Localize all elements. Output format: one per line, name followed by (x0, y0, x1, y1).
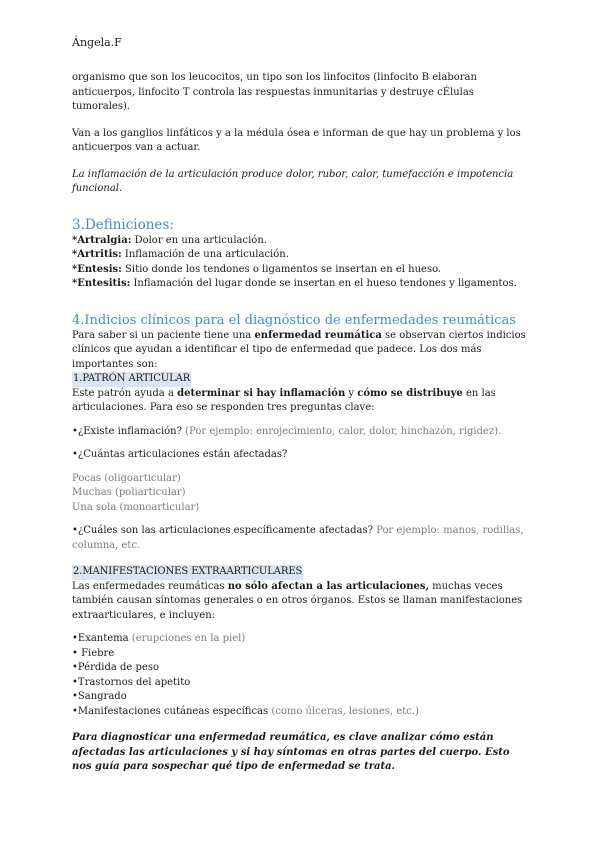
question-note: Por ejemplo: manos, rodillas, columna, etc. (72, 525, 524, 551)
pattern-desc-text: y (345, 387, 358, 399)
list-item-text: •Sangrado (72, 691, 127, 702)
count-item: Pocas (oligoarticular) (72, 472, 181, 484)
pattern-description (72, 387, 532, 416)
definition-text: Inflamación del lugar donde se insertan en el hueso tendones y ligamentos. (130, 278, 517, 289)
section4-heading: 4.Indicios clínicos para el diagnóstico de enfermedades reumáticas (72, 312, 516, 328)
list-item (72, 647, 532, 662)
pattern-heading-label: 1.PATRÓN ARTICULAR (72, 372, 191, 387)
list-item-text: • Fiebre (72, 647, 115, 659)
list-item (72, 705, 532, 720)
extra-manifestations-list (72, 632, 532, 719)
count-item: Una sola (monoarticular) (72, 501, 200, 513)
extra-desc-text: muchas veces también causan síntomas generales o en otros órganos. Estos se llaman manifestaciones extraarticulares, e incluyen: (72, 580, 523, 621)
pattern-question-2: •¿Cuántas articulaciones están afectadas? (72, 449, 288, 460)
definition-text: Sitio donde los tendones o ligamentos se insertan en el hueso. (121, 263, 442, 275)
definition-item (72, 277, 532, 292)
section4-intro-text: Para saber si un paciente tiene una (72, 329, 255, 341)
list-item-text: •Trastornos del apetito (72, 676, 191, 688)
definition-text: Dolor en una articulación. (131, 234, 267, 246)
definition-item (72, 248, 532, 263)
definitions-list (72, 234, 532, 292)
page-header-author: Ángela.F (72, 36, 122, 49)
extra-heading-label: 2.MANIFESTACIONES EXTRAARTICULARES (72, 565, 303, 580)
definition-term: *Artritis: (72, 249, 122, 260)
list-item (72, 661, 532, 676)
articulation-count-list (72, 472, 532, 516)
pattern-desc-bold: determinar si hay inflamación (177, 387, 346, 399)
extra-desc-bold: no sólo afectan a las articulaciones, (227, 580, 429, 592)
list-item-text: •Manifestaciones cutáneas específicas (72, 705, 269, 717)
extra-heading (72, 565, 532, 580)
definition-item (72, 234, 532, 249)
pattern-desc-text: Este patrón ayuda a (72, 387, 178, 399)
definitions-heading: 3.Definiciones: (72, 216, 174, 233)
pattern-question-1 (72, 425, 532, 440)
list-item (72, 676, 532, 691)
list-item-text: •Pérdida de peso (72, 662, 159, 673)
pattern-desc-bold: cómo se distribuye (357, 387, 463, 399)
count-item: Muchas (poliarticular) (72, 487, 186, 498)
pattern-desc-text: en las articulaciones. Para eso se responden tres preguntas clave: (72, 387, 496, 413)
section4-intro-bold: enfermedad reumática (254, 329, 382, 341)
question-text: •¿Existe inflamación? (72, 425, 182, 437)
definition-term: *Entesitis: (72, 278, 131, 289)
conclusion-paragraph: Para diagnosticar una enfermedad reumática, es clave analizar cómo están afectadas las articulaciones y si hay síntomas en otras partes del cuerpo. Esto nos guía para sospechar qué tipo de enfermedad se trata. (72, 732, 510, 772)
extra-desc-text: Las enfermedades reumáticas (72, 580, 228, 592)
question-text: •¿Cuáles son las articulaciones específicamente afectadas? (72, 525, 374, 536)
definition-term: *Artralgia: (72, 234, 132, 246)
pattern-heading (72, 372, 532, 387)
intro-paragraph-2: Van a los ganglios linfáticos y a la médula ósea e informan de que hay un problema y los anticuerpos van a actuar. (72, 127, 521, 153)
question-note: (Por ejemplo: enrojecimiento, calor, dolor, hinchazón, rigidez). (181, 425, 502, 437)
list-item (72, 690, 532, 705)
list-item (72, 632, 532, 647)
pattern-question-3 (72, 524, 532, 553)
definition-term: *Entesis: (72, 263, 122, 275)
list-item-text: •Exantema (72, 633, 129, 644)
definition-item (72, 263, 532, 278)
section4-intro (72, 329, 532, 373)
extra-description (72, 580, 532, 624)
section4-intro-text-end: se observan ciertos indicios clínicos que ayudan a identificar el tipo de enfermedad que padece. Los dos más importantes son: (72, 329, 526, 370)
intro-paragraph-1: organismo que son los leucocitos, un tipo son los linfocitos (linfocito B elaboran anticuerpos, linfocito T controla las respuestas inmunitarias y destruye cÉlulas tumorales). (72, 72, 477, 112)
list-item-note: (como úlceras, lesiones, etc.) (268, 705, 419, 717)
definition-text: Inflamación de una articulación. (121, 249, 289, 260)
intro-paragraph-3: La inflamación de la articulación produce dolor, rubor, calor, tumefacción e impotencia funcional. (72, 168, 514, 194)
document-body (72, 71, 532, 775)
list-item-note: (erupciones en la piel) (128, 633, 246, 644)
